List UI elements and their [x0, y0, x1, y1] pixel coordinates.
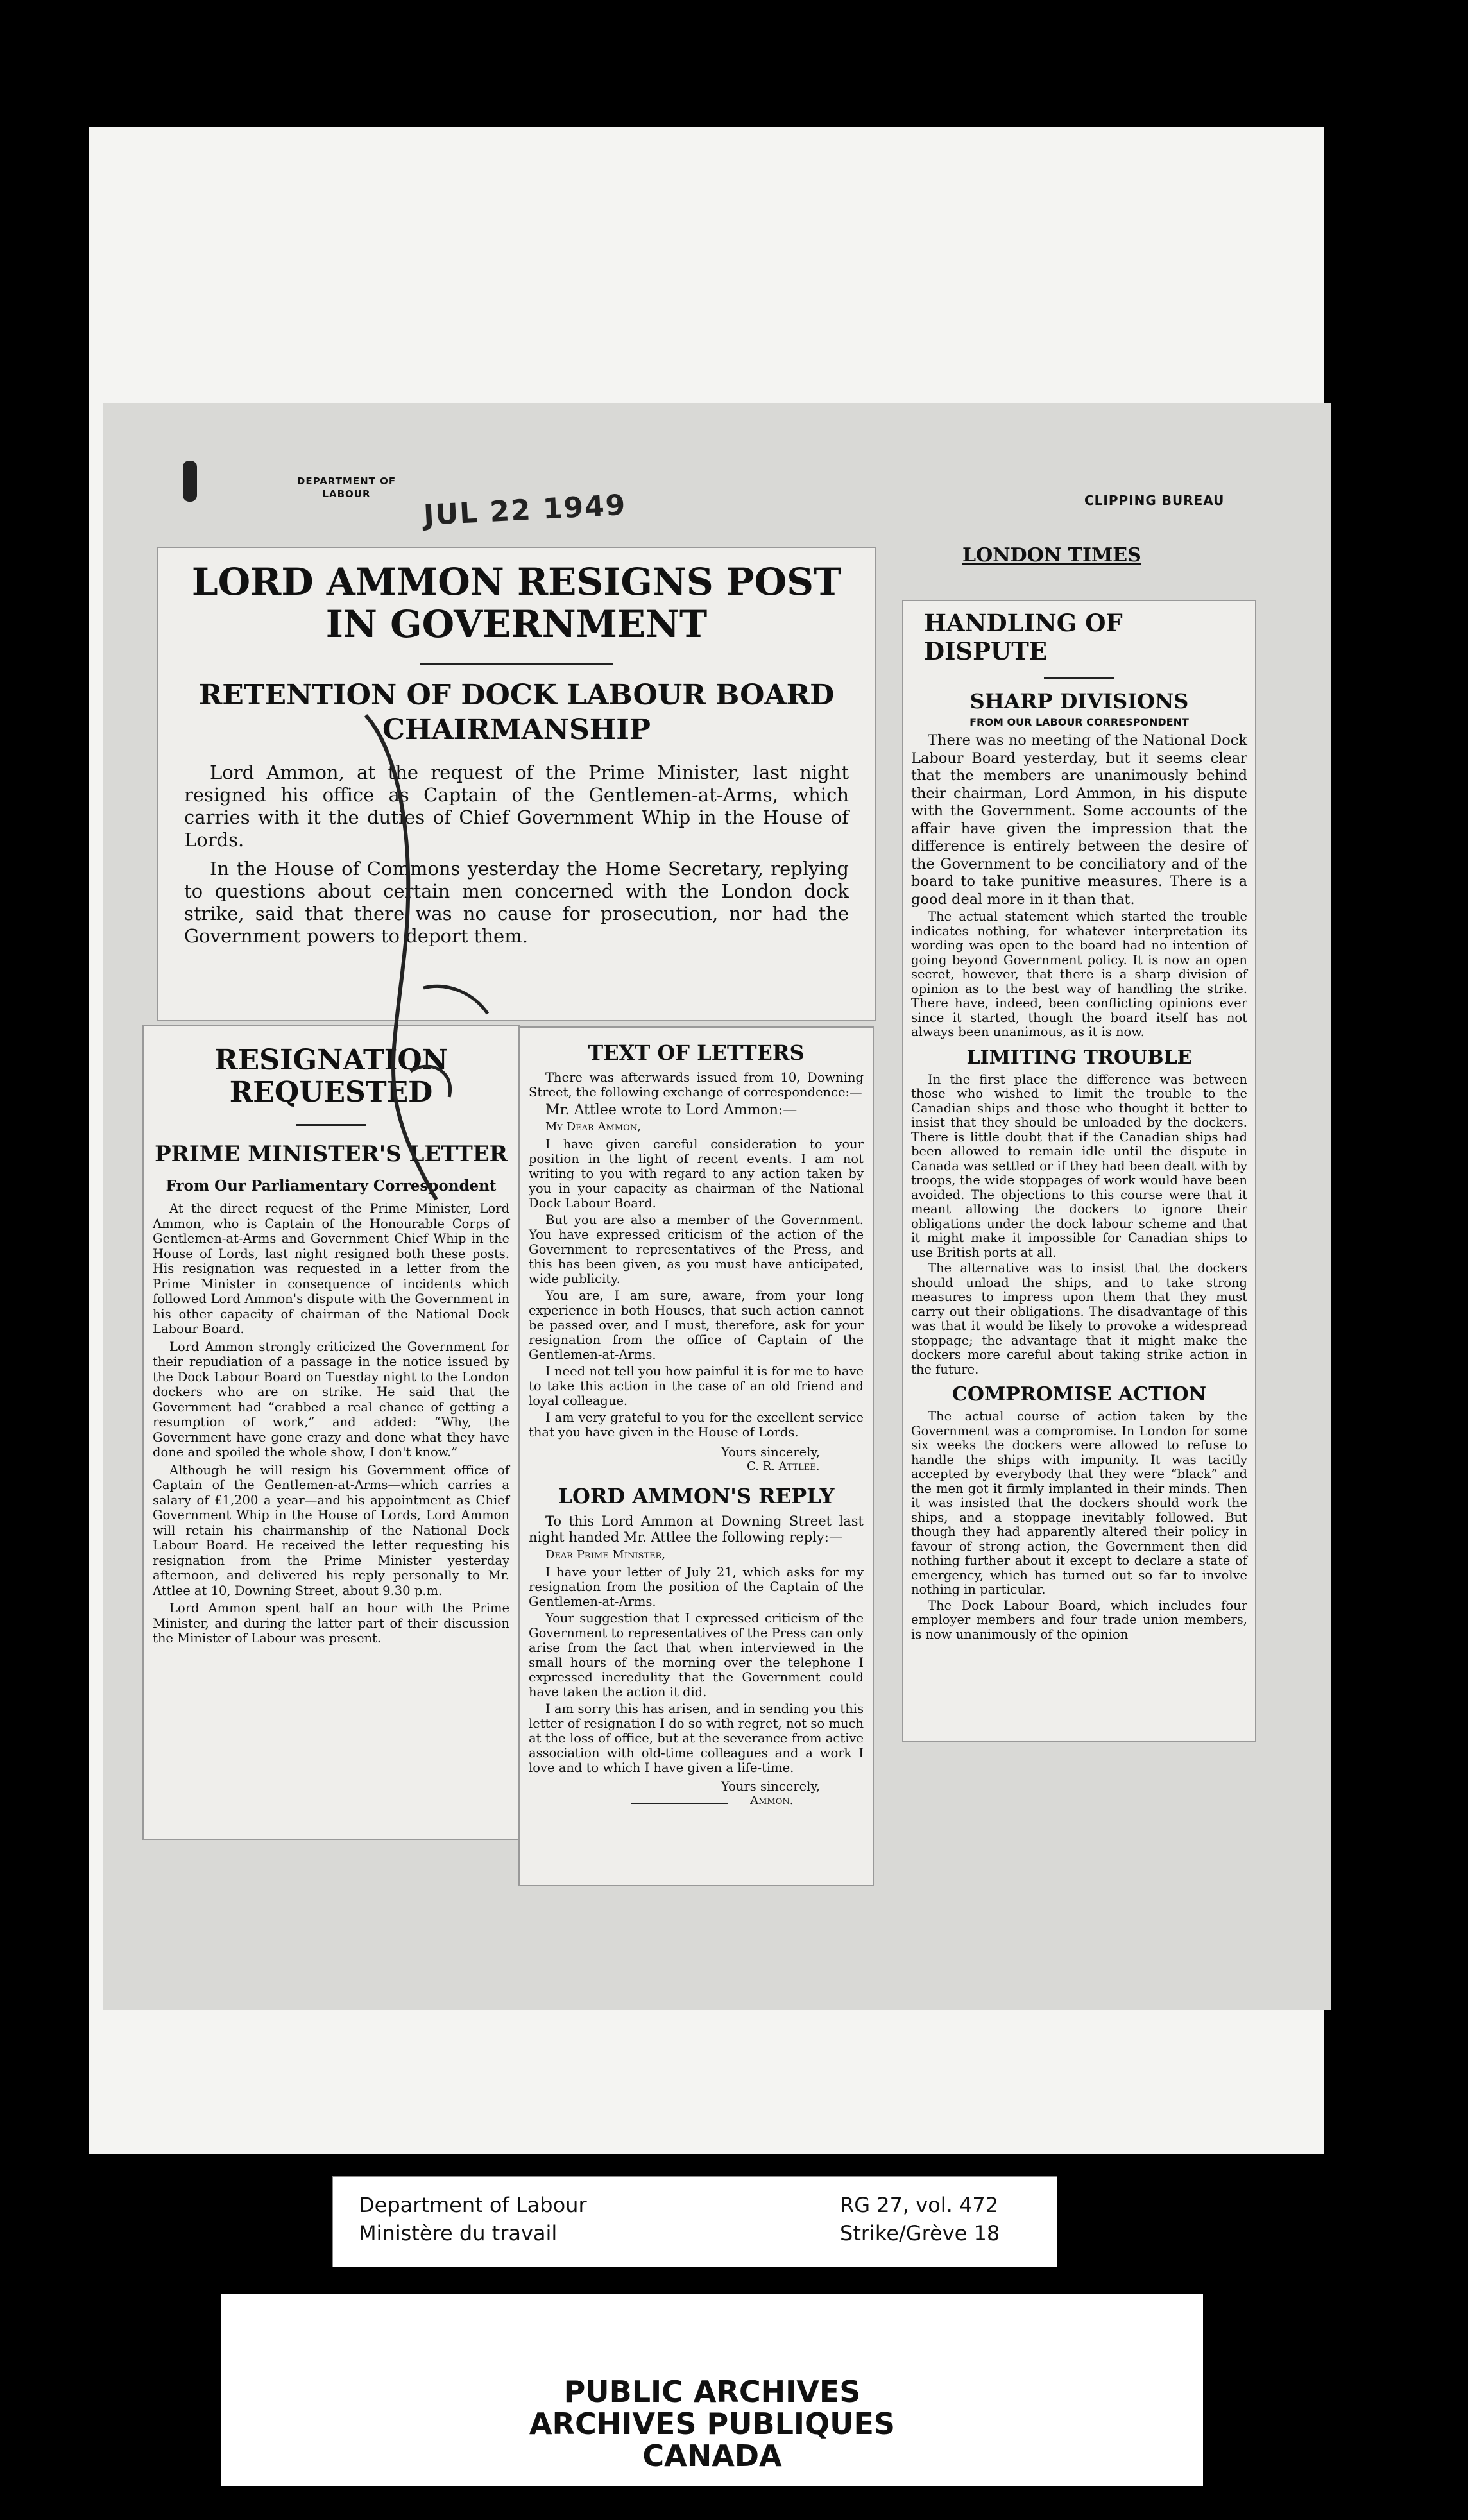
attlee-paragraph-2: But you are also a member of the Government. You have expressed criticism of the action of the Government to representatives of the Press, and this has been given, as you must have anticipated, wide publicity. [529, 1213, 864, 1286]
limiting-trouble-heading: LIMITING TROUBLE [966, 1046, 1192, 1069]
punch-hole [183, 461, 197, 502]
reply-paragraph-3: I am sorry this has arisen, and in sending you this letter of resignation I do so with regret, not so much at the loss of office, but at the severance from active association with old-time colleagues and a work I love and to which I have given a life-time. [529, 1701, 864, 1775]
resignation-heading: RESIGNATION REQUESTED [214, 1044, 448, 1109]
department-stamp [282, 475, 411, 500]
compromise-paragraph-2: The Dock Labour Board, which includes four employer members and four trade union members, is now unanimously of the opinion [911, 1597, 1247, 1642]
attlee-signature: C. R. Attlee. [747, 1460, 820, 1473]
dispute-article-clip [902, 600, 1256, 1742]
sharp-divisions-paragraph-2: The actual statement which started the trouble indicates nothing, for whatever interpretation its wording was open to the board had no intention of going beyond Government policy. It is now an open secret, however, that there is a sharp division of opinion as to the best way of handling the strike. There have, indeed, been conflicting opinions ever since it started, though the board itself has not always been unanimous, as it is now. [911, 909, 1247, 1039]
compromise-action-heading: COMPROMISE ACTION [952, 1383, 1207, 1406]
reply-paragraph-1: I have your letter of July 21, which asks for my resignation from the position of the Captain of the Gentlemen-at-Arms. [529, 1565, 864, 1609]
compromise-paragraph-1: The actual course of action taken by the Government was a compromise. In London for some six weeks the dockers were allowed to refuse to handle the ships with impunity. It was tacitly accepted by everybody that they were “black” and the men got it firmly implanted in their minds. Then it was insisted that the dockers should work the ships, and a stoppage inevitably followed. But though they had apparently altered their policy in favour of strong action, the Government then did nothing further about it except to declare a state of emergency, which has turned out so far to involve nothing in particular. [911, 1409, 1247, 1597]
reply-signature: Ammon. [750, 1794, 794, 1807]
parliamentary-byline: From Our Parliamentary Correspondent [166, 1177, 497, 1195]
resignation-paragraph-2: Lord Ammon strongly criticized the Government for their repudiation of a passage in the notice issued by the Dock Labour Board on Tuesday night to the London dockers who are on strike. He said that the Government had “crabbed a real chance of getting a resumption of work,” and added: “Why, the Government have gone crazy and done what they have done and spoiled the whole show, I don't know.” [153, 1339, 509, 1460]
dispute-heading: HANDLING OF DISPUTE [924, 609, 1123, 665]
archive-stamp-line-1: PUBLIC ARCHIVES [563, 2374, 861, 2409]
lead-paragraph-1: Lord Ammon, at the request of the Prime Minister, last night resigned his office as Captain of the Gentlemen-at-Arms, which carries with it the duties of Chief Government Whip in the House of Lords. [184, 762, 849, 851]
resignation-paragraph-4: Lord Ammon spent half an hour with the Prime Minister, and during the latter part of their discussion the Minister of Labour was present. [153, 1601, 509, 1646]
resignation-divider [296, 1124, 366, 1126]
reply-intro: To this Lord Ammon at Downing Street last night handed Mr. Attlee the following reply:— [529, 1513, 864, 1545]
attlee-paragraph-5: I am very grateful to you for the excellent service that you have given in the House of Lords. [529, 1410, 864, 1440]
archive-stamp-line-2: ARCHIVES PUBLIQUES [529, 2406, 896, 2441]
resignation-paragraph-1: At the direct request of the Prime Minister, Lord Ammon, who is Captain of the Honourable Corps of Gentlemen-at-Arms and Government Chief Whip in the House of Lords, last night resigned both these posts. His resignation was requested in a letter from the Prime Minister in consequence of incidents which followed Lord Ammon's dispute with the Government in his other capacity of chairman of the National Dock Labour Board. [153, 1201, 509, 1336]
reply-signature-rule [631, 1803, 728, 1804]
text-of-letters-heading: TEXT OF LETTERS [588, 1041, 805, 1065]
attlee-paragraph-1: I have given careful consideration to your position in the light of recent events. I am not writing to you with regard to any action taken by you in your capacity as chairman of the National Dock Labour Board. [529, 1137, 864, 1211]
dispute-divider [1044, 677, 1114, 679]
sub-headline: RETENTION OF DOCK LABOUR BOARD CHAIRMANSHIP [198, 679, 835, 746]
date-stamp: JUL 22 1949 [422, 488, 627, 532]
newspaper-source: LONDON TIMES [962, 544, 1141, 566]
record-group-reference: RG 27, vol. 472 [840, 2193, 999, 2217]
sharp-divisions-paragraph-1: There was no meeting of the National Dock Labour Board yesterday, but it seems clear that the members are unanimously behind their chairman, Lord Ammon, in his dispute with the Government. Some accounts of the affair have given the impression that the difference is entirely between the desire of the Government to be conciliatory and of the board to take punitive measures. There is a good deal more in it than that. [911, 732, 1247, 908]
limiting-trouble-paragraph-2: The alternative was to insist that the dockers should unload the ships, and to take strong measures to impress upon them that they must carry out their obligations. The disadvantage of this was that it would be likely to provoke a widespread stoppage; the advantage that it might make the dockers more careful about taking strike action in the future. [911, 1261, 1247, 1377]
reply-salutation: Dear Prime Minister, [545, 1548, 666, 1562]
lead-article-clip [157, 547, 876, 1021]
reply-paragraph-2: Your suggestion that I expressed criticism of the Government to representatives of the Press can only arise from the fact that when interviewed in the small hours of the morning over the telephone I expressed incredulity that the Government could have taken the action it did. [529, 1611, 864, 1699]
letters-column-clip [518, 1026, 874, 1886]
lead-paragraph-2: In the House of Commons yesterday the Home Secretary, replying to questions about certain men concerned with the London dock strike, said that there was no cause for prosecution, nor had the Government powers to deport them. [184, 858, 849, 947]
ammon-reply-heading: LORD AMMON'S REPLY [558, 1484, 835, 1508]
attlee-paragraph-3: You are, I am sure, aware, from your long experience in both Houses, that such action cannot be passed over, and I must, therefore, ask for your resignation from the office of Captain of the Gentlemen-at-Arms. [529, 1288, 864, 1362]
labour-byline: FROM OUR LABOUR CORRESPONDENT [969, 716, 1189, 728]
archive-stamp-line-3: CANADA [642, 2439, 782, 2473]
headline-divider [420, 663, 613, 665]
department-french: Ministère du travail [359, 2221, 558, 2245]
limiting-trouble-paragraph-1: In the first place the difference was between those who wished to limit the trouble to the Canadian ships and those who thought it better to insist that they should be unloaded by the dockers. There is little doubt that if the Canadian ships had been allowed to remain idle until the dispute in Canada was settled or if they had been dealt with by troops, the wide stoppages of work would have been avoided. The objections to this course were that it meant allowing the dockers to ignore their obligations under the dock labour scheme and that it might make it impossible for Canadian ships to use British ports at all. [911, 1071, 1247, 1260]
clipping-bureau-label: CLIPPING BUREAU [1084, 493, 1225, 508]
reply-closing: Yours sincerely, [721, 1779, 820, 1794]
department-label: DEPARTMENT OF LABOUR [296, 475, 397, 500]
strike-file-reference: Strike/Grève 18 [840, 2221, 1000, 2245]
department-english: Department of Labour [359, 2193, 587, 2217]
resignation-paragraph-3: Although he will resign his Government office of Captain of the Gentlemen-at-Arms—which carries a salary of £1,200 a year—and his appointment as Chief Government Whip in the House of Lords, Lord Ammon will retain his chairmanship of the National Dock Labour Board. He received the letter requesting his resignation from the Prime Minister yesterday afternoon, and delivered his reply personally to Mr. Attlee at 10, Downing Street, about 9.30 p.m. [153, 1462, 509, 1598]
attlee-paragraph-4: I need not tell you how painful it is for me to have to take this action in the case of an old friend and loyal colleague. [529, 1364, 864, 1408]
letters-intro: There was afterwards issued from 10, Downing Street, the following exchange of correspondence:— [529, 1070, 864, 1100]
prime-minister-letter-heading: PRIME MINISTER'S LETTER [155, 1141, 508, 1167]
attlee-salutation: My Dear Ammon, [545, 1120, 641, 1134]
archive-reference-label [332, 2176, 1057, 2267]
attlee-closing: Yours sincerely, [721, 1445, 820, 1460]
attlee-intro: Mr. Attlee wrote to Lord Ammon:— [545, 1102, 798, 1118]
sharp-divisions-heading: SHARP DIVISIONS [969, 689, 1189, 713]
handwritten-mark [359, 712, 500, 1225]
archive-stamp-card [221, 2294, 1203, 2486]
main-headline: LORD AMMON RESIGNS POST IN GOVERNMENT [191, 560, 842, 646]
